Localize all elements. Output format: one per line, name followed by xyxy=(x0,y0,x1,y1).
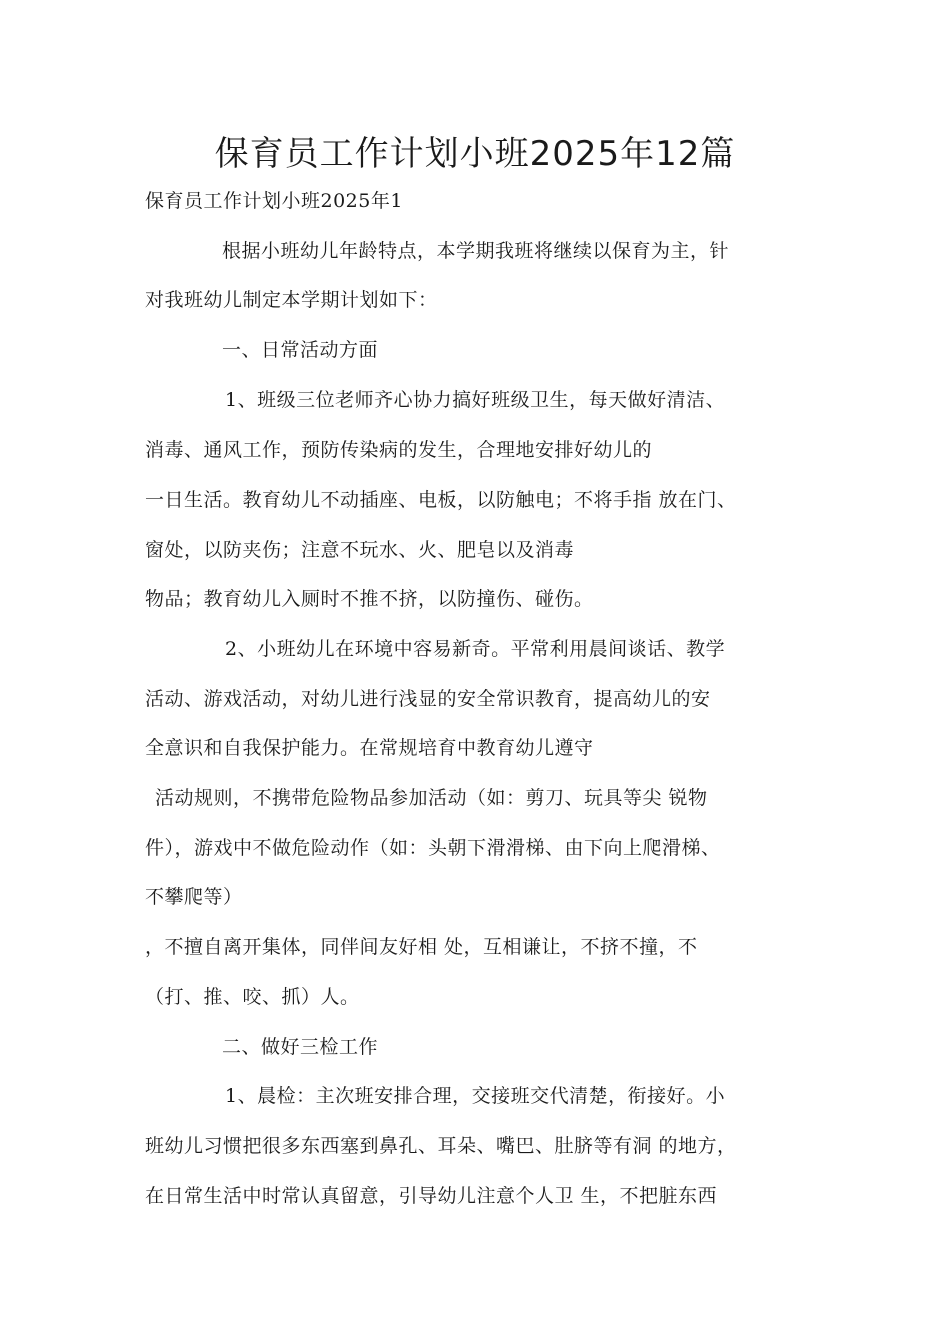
paragraph-line: 件），游戏中不做危险动作（如：头朝下滑滑梯、由下向上爬滑梯、 xyxy=(145,837,721,859)
paragraph-line: 活动规则，不携带危险物品参加活动（如：剪刀、玩具等尖 锐物 xyxy=(155,787,708,809)
paragraph-line: 班幼儿习惯把很多东西塞到鼻孔、耳朵、嘴巴、肚脐等有洞 的地方， xyxy=(145,1135,737,1157)
paragraph-line: 不攀爬等） xyxy=(145,886,243,908)
paragraph-line: 2、小班幼儿在环境中容易新奇。平常利用晨间谈话、教学 xyxy=(225,638,726,660)
paragraph-line: 根据小班幼儿年龄特点，本学期我班将继续以保育为主，针 xyxy=(222,240,730,262)
page-title: 保育员工作计划小班2025年12篇 xyxy=(214,134,736,174)
paragraph-line: 全意识和自我保护能力。在常规培育中教育幼儿遵守 xyxy=(145,737,594,759)
paragraph-line: 在日常生活中时常认真留意，引导幼儿注意个人卫 生，不把脏东西 xyxy=(145,1185,718,1207)
paragraph-line: 1、晨检：主次班安排合理，交接班交代清楚，衔接好。小 xyxy=(225,1085,726,1107)
paragraph-line: 一日生活。教育幼儿不动插座、电板，以防触电；不将手指 放在门、 xyxy=(145,489,737,511)
section-subtitle: 保育员工作计划小班2025年1 xyxy=(145,190,403,212)
paragraph-line: ，不擅自离开集体，同伴间友好相 处，互相谦让，不挤不撞，不 xyxy=(145,936,698,958)
paragraph-line: 1、班级三位老师齐心协力搞好班级卫生，每天做好清洁、 xyxy=(225,389,726,411)
paragraph-line: 对我班幼儿制定本学期计划如下： xyxy=(145,289,438,311)
paragraph-line: 窗处，以防夹伤；注意不玩水、火、肥皂以及消毒 xyxy=(145,539,575,561)
paragraph-line: （打、推、咬、抓）人。 xyxy=(145,986,360,1008)
section-heading: 一、日常活动方面 xyxy=(222,339,379,361)
section-heading: 二、做好三检工作 xyxy=(222,1036,379,1058)
paragraph-line: 活动、游戏活动，对幼儿进行浅显的安全常识教育，提高幼儿的安 xyxy=(145,688,711,710)
paragraph-line: 消毒、通风工作，预防传染病的发生，合理地安排好幼儿的 xyxy=(145,439,653,461)
paragraph-line: 物品；教育幼儿入厕时不推不挤，以防撞伤、碰伤。 xyxy=(145,588,594,610)
